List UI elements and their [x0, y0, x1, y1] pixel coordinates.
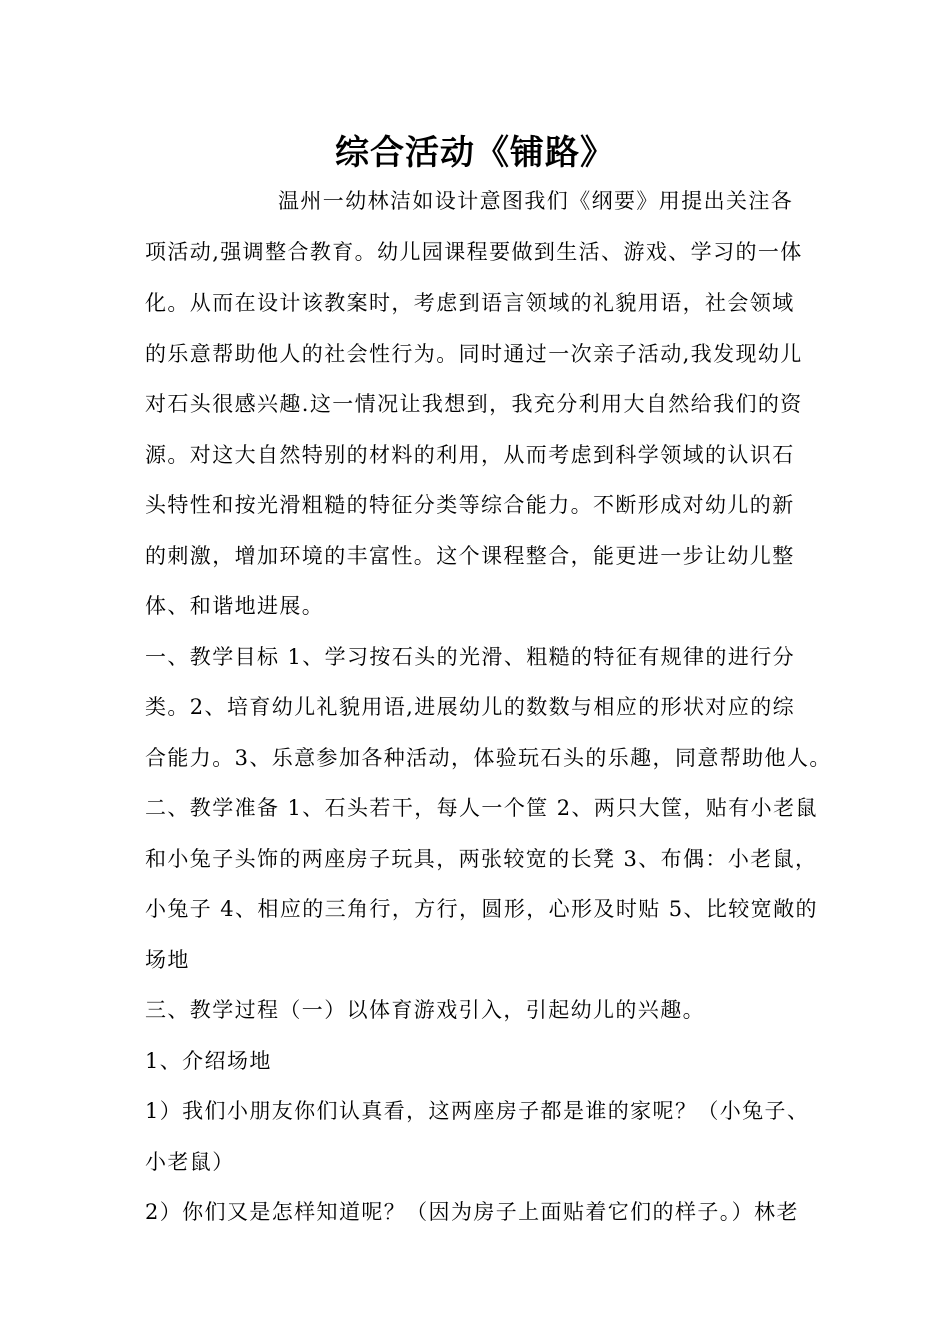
paragraph-line-6: 源。对这大自然特别的材料的利用，从而考虑到科学领域的认识石 — [145, 443, 795, 467]
paragraph-line-7: 头特性和按光滑粗糙的特征分类等综合能力。不断形成对幼儿的新 — [145, 493, 795, 517]
document-title: 综合活动《铺路》 — [335, 133, 615, 173]
paragraph-line-18: 1、介绍场地 — [145, 1049, 272, 1073]
paragraph-line-11: 类。2、培育幼儿礼貌用语,进展幼儿的数数与相应的形状对应的综 — [145, 695, 796, 719]
paragraph-line-16: 场地 — [145, 948, 190, 972]
paragraph-line-17: 三、教学过程（一）以体育游戏引入，引起幼儿的兴趣。 — [145, 998, 705, 1022]
paragraph-line-2: 项活动,强调整合教育。幼儿园课程要做到生活、游戏、学习的一体 — [145, 240, 803, 264]
paragraph-line-13: 二、教学准备 1、石头若干，每人一个筐 2、两只大筐，贴有小老鼠 — [145, 796, 818, 820]
paragraph-line-10: 一、教学目标 1、学习按石头的光滑、粗糙的特征有规律的进行分 — [145, 645, 796, 669]
paragraph-line-1: 温州一幼林洁如设计意图我们《纲要》用提出关注各 — [278, 189, 794, 213]
paragraph-line-9: 体、和谐地进展。 — [145, 594, 325, 618]
paragraph-line-4: 的乐意帮助他人的社会性行为。同时通过一次亲子活动,我发现幼儿 — [145, 342, 803, 366]
paragraph-line-12: 合能力。3、乐意参加各种活动，体验玩石头的乐趣，同意帮助他人。 — [145, 746, 832, 770]
paragraph-line-8: 的刺激，增加环境的丰富性。这个课程整合，能更进一步让幼儿整 — [145, 544, 795, 568]
paragraph-line-3: 化。从而在设计该教案时，考虑到语言领域的礼貌用语，社会领域 — [145, 291, 795, 315]
paragraph-line-5: 对石头很感兴趣.这一情况让我想到，我充分利用大自然给我们的资 — [145, 392, 803, 416]
paragraph-line-20: 小老鼠） — [145, 1150, 235, 1174]
paragraph-line-15: 小兔子 4、相应的三角行，方行，圆形，心形及时贴 5、比较宽敞的 — [145, 897, 818, 921]
paragraph-line-21: 2）你们又是怎样知道呢？（因为房子上面贴着它们的样子。）林老 — [145, 1200, 799, 1224]
paragraph-line-19: 1）我们小朋友你们认真看，这两座房子都是谁的家呢？（小兔子、 — [145, 1099, 810, 1123]
paragraph-line-14: 和小兔子头饰的两座房子玩具，两张较宽的长凳 3、布偶：小老鼠， — [145, 847, 818, 871]
